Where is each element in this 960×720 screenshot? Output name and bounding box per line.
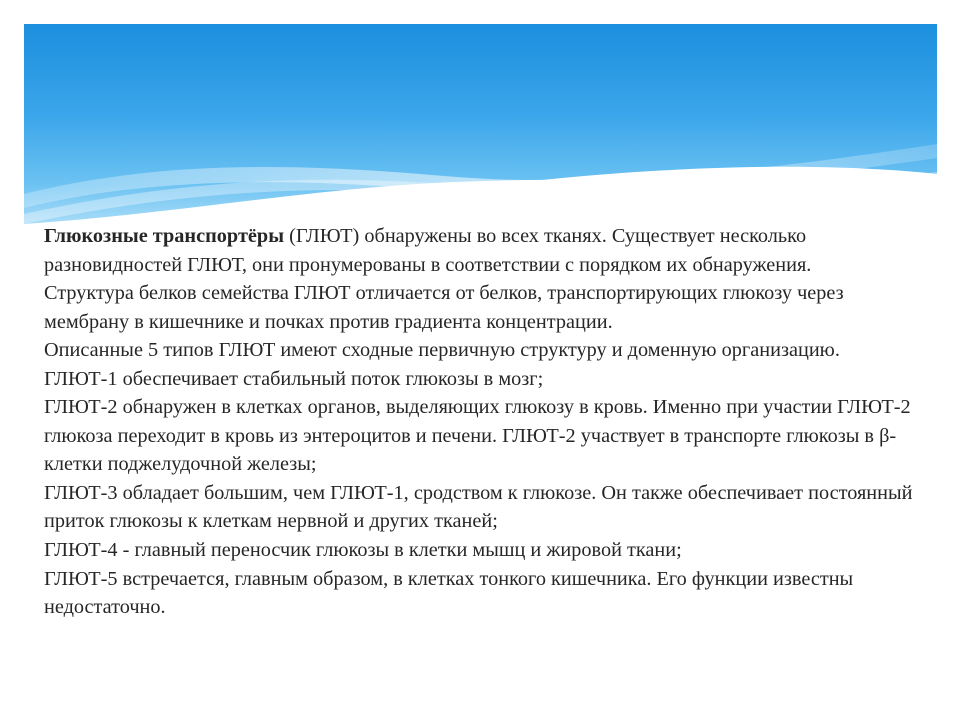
banner-wave-graphic xyxy=(24,24,937,224)
paragraph-five-types: Описанные 5 типов ГЛЮТ имеют сходные первичную структуру и доменную организацию. xyxy=(44,339,840,362)
paragraph-glut5: ГЛЮТ-5 встречается, главным образом, в клетках тонкого кишечника. Его функции известны недостаточно. xyxy=(44,567,854,619)
header-banner xyxy=(24,24,937,224)
paragraph-structure: Структура белков семейства ГЛЮТ отличается от белков, транспортирующих глюкозу через мембрану в кишечнике и почках против градиента концентрации. xyxy=(44,282,844,333)
paragraph-glut2: ГЛЮТ-2 обнаружен в клетках органов, выделяющих глюкозу в кровь. Именно при участии ГЛЮТ-2 глюкоза переходит в кровь из энтероцитов и печени. ГЛЮТ-2 участвует в транспорте глюкозы в β-клетки поджелудочной железы; xyxy=(44,396,911,476)
paragraph-glut1: ГЛЮТ-1 обеспечивает стабильный поток глюкозы в мозг; xyxy=(44,367,544,390)
intro-text: (ГЛЮТ) обнаружены во всех тканях. Существует несколько разновидностей ГЛЮТ, они пронумерованы в соответствии с порядком их обнаружения. xyxy=(44,225,812,276)
paragraph-glut3: ГЛЮТ-3 обладает большим, чем ГЛЮТ-1, сродством к глюкозе. Он также обеспечивает постоянный приток глюкозы к клеткам нервной и других тканей; xyxy=(44,481,913,533)
slide-body-text xyxy=(44,222,914,622)
intro-paragraph xyxy=(44,222,914,279)
paragraph-glut4: ГЛЮТ-4 - главный переносчик глюкозы в клетки мышц и жировой ткани; xyxy=(44,539,682,562)
intro-bold-term: Глюкозные транспортёры xyxy=(44,225,285,247)
